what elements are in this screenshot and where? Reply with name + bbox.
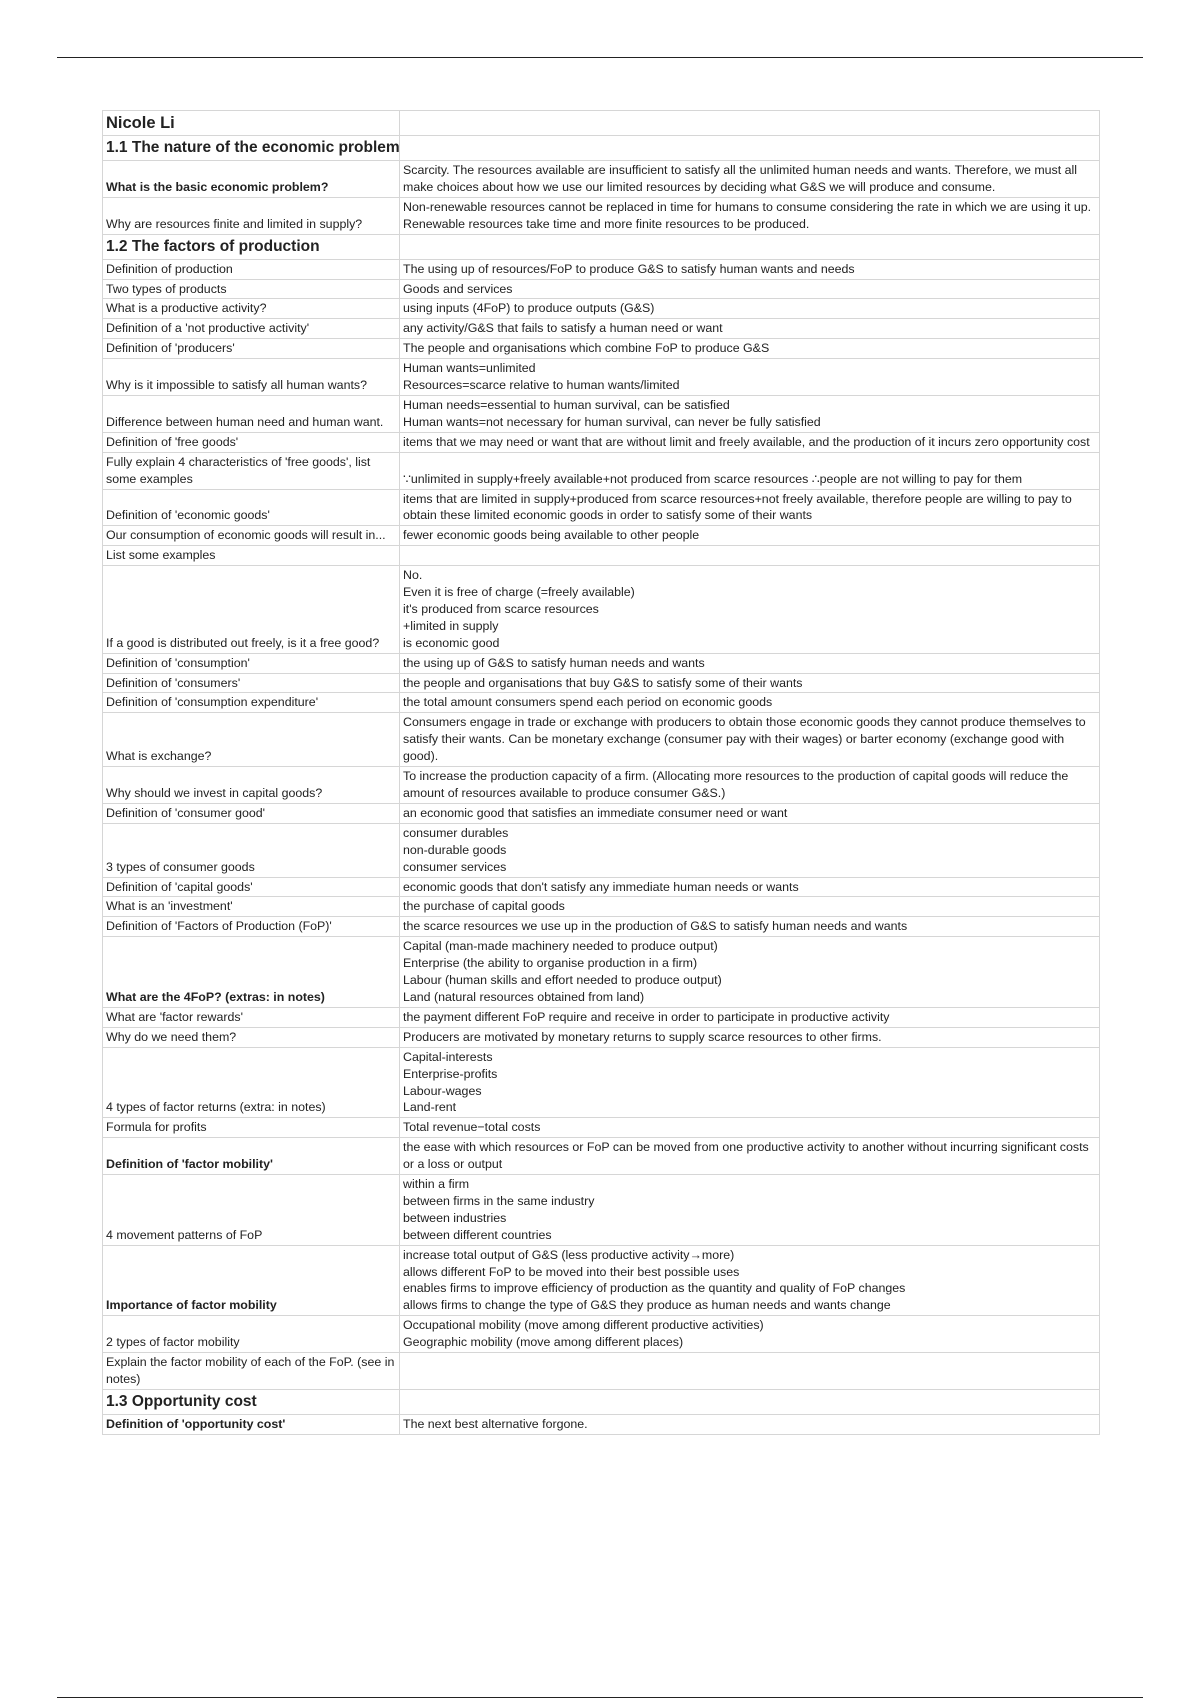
answer-cell: within a firm between firms in the same industry between industries between different countries (400, 1175, 1100, 1246)
question-cell: 4 types of factor returns (extra: in notes) (103, 1047, 400, 1118)
qa-row (103, 877, 1100, 897)
question-cell: If a good is distributed out freely, is it a free good? (103, 566, 400, 654)
question-cell: Definition of 'consumption' (103, 653, 400, 673)
question-cell: Definition of 'consumers' (103, 673, 400, 693)
answer-cell: The people and organisations which combine FoP to produce G&S (400, 339, 1100, 359)
qa-row (103, 653, 1100, 673)
answer-cell: ∵unlimited in supply+freely available+not produced from scarce resources ∴people are not willing to pay for them (400, 452, 1100, 489)
question-cell: 3 types of consumer goods (103, 823, 400, 877)
answer-cell: economic goods that don't satisfy any immediate human needs or wants (400, 877, 1100, 897)
qa-row (103, 937, 1100, 1008)
question-cell: Why should we invest in capital goods? (103, 767, 400, 804)
qa-row (103, 546, 1100, 566)
qa-row (103, 803, 1100, 823)
question-cell: Definition of a 'not productive activity' (103, 319, 400, 339)
answer-cell: using inputs (4FoP) to produce outputs (G&S) (400, 299, 1100, 319)
qa-row (103, 566, 1100, 654)
author-row (103, 111, 1100, 136)
notes-table-body (103, 111, 1100, 1435)
question-cell: Definition of 'capital goods' (103, 877, 400, 897)
author-name: Nicole Li (103, 111, 400, 136)
answer-cell: the payment different FoP require and receive in order to participate in productive activity (400, 1007, 1100, 1027)
answer-cell: items that are limited in supply+produced from scarce resources+not freely available, therefore people are willing to pay to obtain these limited economic goods in order to satisfy some of their wants (400, 489, 1100, 526)
qa-row (103, 673, 1100, 693)
qa-row (103, 161, 1100, 198)
question-cell: Definition of 'opportunity cost' (103, 1414, 400, 1434)
question-cell: Definition of 'economic goods' (103, 489, 400, 526)
question-cell: Definition of 'producers' (103, 339, 400, 359)
answer-cell: Producers are motivated by monetary returns to supply scarce resources to other firms. (400, 1027, 1100, 1047)
footer-rule (57, 1697, 1143, 1698)
question-cell: Why are resources finite and limited in supply? (103, 197, 400, 234)
qa-row (103, 526, 1100, 546)
qa-row (103, 319, 1100, 339)
question-cell: Difference between human need and human want. (103, 395, 400, 432)
answer-cell: The next best alternative forgone. (400, 1414, 1100, 1434)
header-rule (57, 57, 1143, 58)
qa-row (103, 197, 1100, 234)
qa-row (103, 897, 1100, 917)
answer-cell: fewer economic goods being available to other people (400, 526, 1100, 546)
answer-cell: Occupational mobility (move among different productive activities) Geographic mobility (move among different places) (400, 1316, 1100, 1353)
answer-cell (400, 546, 1100, 566)
answer-cell: Human needs=essential to human survival, can be satisfied Human wants=not necessary for human survival, can never be fully satisfied (400, 395, 1100, 432)
qa-row (103, 1007, 1100, 1027)
question-cell: Fully explain 4 characteristics of 'free goods', list some examples (103, 452, 400, 489)
section-heading: 1.3 Opportunity cost (103, 1389, 400, 1414)
question-cell: Definition of production (103, 259, 400, 279)
question-cell: What is an 'investment' (103, 897, 400, 917)
answer-cell: the purchase of capital goods (400, 897, 1100, 917)
answer-cell: Non-renewable resources cannot be replaced in time for humans to consume considering the rate in which we are using it up. Renewable resources take time and more finite resources to be produced. (400, 197, 1100, 234)
answer-cell: items that we may need or want that are without limit and freely available, and the production of it incurs zero opportunity cost (400, 432, 1100, 452)
question-cell: What are the 4FoP? (extras: in notes) (103, 937, 400, 1008)
qa-row (103, 1175, 1100, 1246)
qa-row (103, 693, 1100, 713)
answer-cell: the scarce resources we use up in the production of G&S to satisfy human needs and wants (400, 917, 1100, 937)
qa-row (103, 1316, 1100, 1353)
section-empty-cell (400, 136, 1100, 161)
answer-cell: the people and organisations that buy G&S to satisfy some of their wants (400, 673, 1100, 693)
qa-row (103, 395, 1100, 432)
answer-cell: Capital (man-made machinery needed to produce output) Enterprise (the ability to organise production in a firm) Labour (human skills and effort needed to produce output) Land (natural resources obtained from land) (400, 937, 1100, 1008)
question-cell: Formula for profits (103, 1118, 400, 1138)
section-heading-row (103, 234, 1100, 259)
question-cell: Definition of 'factor mobility' (103, 1138, 400, 1175)
answer-cell: the using up of G&S to satisfy human needs and wants (400, 653, 1100, 673)
question-cell: Our consumption of economic goods will result in... (103, 526, 400, 546)
qa-row (103, 1414, 1100, 1434)
author-empty-cell (400, 111, 1100, 136)
answer-cell: the ease with which resources or FoP can be moved from one productive activity to another without incurring significant costs or a loss or output (400, 1138, 1100, 1175)
answer-cell: Scarcity. The resources available are insufficient to satisfy all the unlimited human needs and wants. Therefore, we must all make choices about how we use our limited resources by deciding what G&S we will produce and consume. (400, 161, 1100, 198)
answer-cell: an economic good that satisfies an immediate consumer need or want (400, 803, 1100, 823)
section-empty-cell (400, 1389, 1100, 1414)
answer-cell: Total revenue−total costs (400, 1118, 1100, 1138)
answer-cell: consumer durables non-durable goods consumer services (400, 823, 1100, 877)
section-heading-row (103, 1389, 1100, 1414)
section-empty-cell (400, 234, 1100, 259)
question-cell: Importance of factor mobility (103, 1245, 400, 1316)
qa-row (103, 359, 1100, 396)
qa-row (103, 1245, 1100, 1316)
question-cell: Explain the factor mobility of each of the FoP. (see in notes) (103, 1353, 400, 1390)
question-cell: Definition of 'consumer good' (103, 803, 400, 823)
question-cell: What is exchange? (103, 713, 400, 767)
question-cell: Why do we need them? (103, 1027, 400, 1047)
qa-row (103, 1118, 1100, 1138)
answer-cell: No. Even it is free of charge (=freely available) it's produced from scarce resources +limited in supply is economic good (400, 566, 1100, 654)
question-cell: 4 movement patterns of FoP (103, 1175, 400, 1246)
qa-row (103, 452, 1100, 489)
question-cell: 2 types of factor mobility (103, 1316, 400, 1353)
qa-row (103, 279, 1100, 299)
answer-cell (400, 1353, 1100, 1390)
qa-row (103, 489, 1100, 526)
answer-cell: Human wants=unlimited Resources=scarce relative to human wants/limited (400, 359, 1100, 396)
qa-row (103, 713, 1100, 767)
section-heading: 1.2 The factors of production (103, 234, 400, 259)
question-cell: Two types of products (103, 279, 400, 299)
qa-row (103, 432, 1100, 452)
question-cell: Definition of 'consumption expenditure' (103, 693, 400, 713)
qa-row (103, 823, 1100, 877)
qa-row (103, 299, 1100, 319)
answer-cell: Capital-interests Enterprise-profits Labour-wages Land-rent (400, 1047, 1100, 1118)
qa-row (103, 1047, 1100, 1118)
qa-row (103, 1138, 1100, 1175)
question-cell: Definition of 'Factors of Production (FoP)' (103, 917, 400, 937)
question-cell: List some examples (103, 546, 400, 566)
section-heading-row (103, 136, 1100, 161)
answer-cell: To increase the production capacity of a firm. (Allocating more resources to the production of capital goods will reduce the amount of resources available to produce consumer G&S.) (400, 767, 1100, 804)
answer-cell: Goods and services (400, 279, 1100, 299)
section-heading: 1.1 The nature of the economic problem (103, 136, 400, 161)
answer-cell: the total amount consumers spend each period on economic goods (400, 693, 1100, 713)
answer-cell: increase total output of G&S (less productive activity→more) allows different FoP to be moved into their best possible uses enables firms to improve efficiency of production as the quantity and quality of FoP changes allows firms to change the type of G&S they produce as human needs and wants change (400, 1245, 1100, 1316)
answer-cell: Consumers engage in trade or exchange with producers to obtain those economic goods they cannot produce themselves to satisfy their wants. Can be monetary exchange (consumer pay with their wages) or barter economy (exchange good with good). (400, 713, 1100, 767)
question-cell: Why is it impossible to satisfy all human wants? (103, 359, 400, 396)
notes-table (102, 110, 1100, 1435)
question-cell: What is the basic economic problem? (103, 161, 400, 198)
answer-cell: any activity/G&S that fails to satisfy a human need or want (400, 319, 1100, 339)
question-cell: What is a productive activity? (103, 299, 400, 319)
answer-cell: The using up of resources/FoP to produce G&S to satisfy human wants and needs (400, 259, 1100, 279)
qa-row (103, 767, 1100, 804)
qa-row (103, 259, 1100, 279)
question-cell: Definition of 'free goods' (103, 432, 400, 452)
qa-row (103, 1353, 1100, 1390)
qa-row (103, 339, 1100, 359)
qa-row (103, 917, 1100, 937)
qa-row (103, 1027, 1100, 1047)
question-cell: What are 'factor rewards' (103, 1007, 400, 1027)
